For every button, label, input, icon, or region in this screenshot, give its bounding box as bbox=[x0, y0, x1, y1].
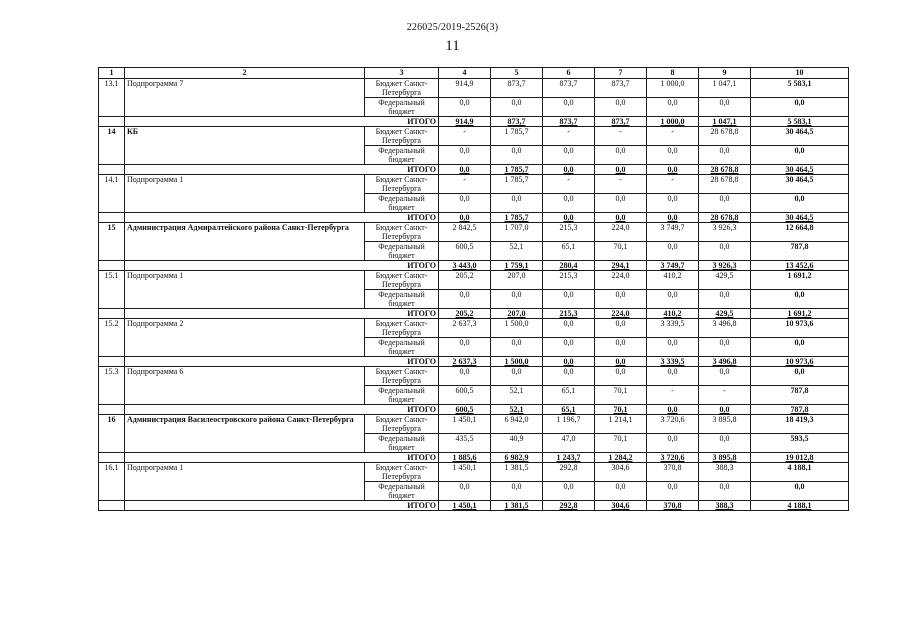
total-value-cell: 873,7 bbox=[491, 117, 543, 127]
value-cell: 40,9 bbox=[491, 434, 543, 453]
total-value-cell: 1 500,0 bbox=[491, 357, 543, 367]
value-cell: 0,0 bbox=[491, 290, 543, 309]
value-cell: 0,0 bbox=[439, 98, 491, 117]
total-code-blank bbox=[99, 453, 125, 463]
value-cell: 47,0 bbox=[543, 434, 595, 453]
table-row bbox=[99, 463, 849, 482]
funding-source: Бюджет Санкт-Петербурга bbox=[365, 223, 439, 242]
page-number: 11 bbox=[445, 38, 460, 54]
value-cell: 429,5 bbox=[699, 271, 751, 290]
total-code-blank bbox=[99, 501, 125, 511]
total-value-cell: 304,6 bbox=[595, 501, 647, 511]
column-header: 4 bbox=[439, 68, 491, 79]
total-value-cell: 0,0 bbox=[595, 165, 647, 175]
row-name: Подпрограмма 1 bbox=[125, 175, 365, 213]
total-value-cell: 207,0 bbox=[491, 309, 543, 319]
value-cell: 3 895,8 bbox=[699, 415, 751, 434]
value-cell: 0,0 bbox=[439, 290, 491, 309]
total-value-cell: 3 339,5 bbox=[647, 357, 699, 367]
total-value-cell: 3 749,7 bbox=[647, 261, 699, 271]
total-row bbox=[99, 261, 849, 271]
value-cell: 0,0 bbox=[751, 482, 849, 501]
total-row bbox=[99, 501, 849, 511]
total-value-cell: 0,0 bbox=[647, 165, 699, 175]
total-row bbox=[99, 309, 849, 319]
total-value-cell: 370,8 bbox=[647, 501, 699, 511]
value-cell: 0,0 bbox=[439, 482, 491, 501]
table-row bbox=[99, 415, 849, 434]
value-cell: 2 637,3 bbox=[439, 319, 491, 338]
value-cell: 0,0 bbox=[595, 319, 647, 338]
value-cell: 0,0 bbox=[491, 338, 543, 357]
total-value-cell: 0,0 bbox=[595, 357, 647, 367]
value-cell: 1 000,0 bbox=[647, 79, 699, 98]
value-cell: 1 047,1 bbox=[699, 79, 751, 98]
value-cell: 0,0 bbox=[595, 98, 647, 117]
value-cell: 0,0 bbox=[647, 434, 699, 453]
total-row bbox=[99, 213, 849, 223]
funding-source: Федеральный бюджет bbox=[365, 194, 439, 213]
total-row bbox=[99, 117, 849, 127]
value-cell: - bbox=[543, 175, 595, 194]
value-cell: 0,0 bbox=[647, 290, 699, 309]
table-row bbox=[99, 175, 849, 194]
value-cell: 304,6 bbox=[595, 463, 647, 482]
value-cell: 410,2 bbox=[647, 271, 699, 290]
value-cell: 0,0 bbox=[491, 482, 543, 501]
value-cell: 1 785,7 bbox=[491, 175, 543, 194]
column-header: 10 bbox=[751, 68, 849, 79]
total-value-cell: 1 450,1 bbox=[439, 501, 491, 511]
total-value-cell: 294,1 bbox=[595, 261, 647, 271]
value-cell: 5 583,1 bbox=[751, 79, 849, 98]
value-cell: - bbox=[543, 127, 595, 146]
total-value-cell: 0,0 bbox=[647, 405, 699, 415]
value-cell: 0,0 bbox=[751, 146, 849, 165]
total-value-cell: 410,2 bbox=[647, 309, 699, 319]
total-value-cell: 2 637,3 bbox=[439, 357, 491, 367]
total-value-cell: 0,0 bbox=[543, 213, 595, 223]
total-value-cell: 30 464,5 bbox=[751, 213, 849, 223]
value-cell: 0,0 bbox=[699, 98, 751, 117]
row-name: КБ bbox=[125, 127, 365, 165]
total-value-cell: 70,1 bbox=[595, 405, 647, 415]
value-cell: 0,0 bbox=[647, 242, 699, 261]
column-header: 5 bbox=[491, 68, 543, 79]
row-name: Подпрограмма 6 bbox=[125, 367, 365, 405]
table-body bbox=[99, 68, 849, 511]
row-name: Подпрограмма 7 bbox=[125, 79, 365, 117]
funding-source: Федеральный бюджет bbox=[365, 434, 439, 453]
value-cell: 205,2 bbox=[439, 271, 491, 290]
value-cell: 30 464,5 bbox=[751, 127, 849, 146]
total-value-cell: 3 496,8 bbox=[699, 357, 751, 367]
value-cell: 207,0 bbox=[491, 271, 543, 290]
value-cell: 0,0 bbox=[543, 338, 595, 357]
value-cell: 0,0 bbox=[595, 482, 647, 501]
value-cell: 1 450,1 bbox=[439, 463, 491, 482]
funding-source: Бюджет Санкт-Петербурга bbox=[365, 367, 439, 386]
value-cell: 3 720,6 bbox=[647, 415, 699, 434]
value-cell: 224,0 bbox=[595, 271, 647, 290]
value-cell: 0,0 bbox=[699, 338, 751, 357]
value-cell: 0,0 bbox=[751, 98, 849, 117]
value-cell: - bbox=[595, 127, 647, 146]
total-value-cell: 1 243,7 bbox=[543, 453, 595, 463]
total-value-cell: 4 188,1 bbox=[751, 501, 849, 511]
total-value-cell: 873,7 bbox=[543, 117, 595, 127]
total-value-cell: 600,5 bbox=[439, 405, 491, 415]
total-code-blank bbox=[99, 213, 125, 223]
funding-source: Бюджет Санкт-Петербурга bbox=[365, 175, 439, 194]
value-cell: 0,0 bbox=[699, 434, 751, 453]
value-cell: 0,0 bbox=[543, 482, 595, 501]
total-value-cell: 0,0 bbox=[543, 357, 595, 367]
value-cell: 873,7 bbox=[491, 79, 543, 98]
value-cell: 873,7 bbox=[543, 79, 595, 98]
value-cell: 0,0 bbox=[647, 482, 699, 501]
value-cell: 0,0 bbox=[439, 338, 491, 357]
row-code: 16 bbox=[99, 415, 125, 453]
value-cell: 0,0 bbox=[699, 146, 751, 165]
value-cell: - bbox=[647, 175, 699, 194]
total-label: ИТОГО bbox=[125, 213, 439, 223]
value-cell: 0,0 bbox=[595, 367, 647, 386]
value-cell: 215,3 bbox=[543, 223, 595, 242]
total-value-cell: 429,5 bbox=[699, 309, 751, 319]
total-value-cell: 1 047,1 bbox=[699, 117, 751, 127]
funding-source: Бюджет Санкт-Петербурга bbox=[365, 415, 439, 434]
value-cell: 0,0 bbox=[699, 367, 751, 386]
total-value-cell: 0,0 bbox=[699, 405, 751, 415]
value-cell: 0,0 bbox=[491, 367, 543, 386]
total-value-cell: 65,1 bbox=[543, 405, 595, 415]
total-code-blank bbox=[99, 309, 125, 319]
row-code: 13.1 bbox=[99, 79, 125, 117]
value-cell: 1 381,5 bbox=[491, 463, 543, 482]
value-cell: 1 691,2 bbox=[751, 271, 849, 290]
total-row bbox=[99, 357, 849, 367]
total-value-cell: 52,1 bbox=[491, 405, 543, 415]
value-cell: 3 496,8 bbox=[699, 319, 751, 338]
value-cell: - bbox=[647, 127, 699, 146]
value-cell: 914,9 bbox=[439, 79, 491, 98]
row-code: 14.1 bbox=[99, 175, 125, 213]
value-cell: 52,1 bbox=[491, 386, 543, 405]
total-value-cell: 30 464,5 bbox=[751, 165, 849, 175]
total-label: ИТОГО bbox=[125, 309, 439, 319]
funding-source: Федеральный бюджет bbox=[365, 338, 439, 357]
value-cell: 0,0 bbox=[699, 482, 751, 501]
table-row bbox=[99, 319, 849, 338]
table-row bbox=[99, 223, 849, 242]
funding-source: Федеральный бюджет bbox=[365, 242, 439, 261]
value-cell: 0,0 bbox=[699, 242, 751, 261]
value-cell: 0,0 bbox=[751, 290, 849, 309]
value-cell: 1 450,1 bbox=[439, 415, 491, 434]
value-cell: 0,0 bbox=[751, 338, 849, 357]
value-cell: 593,5 bbox=[751, 434, 849, 453]
row-code: 15.2 bbox=[99, 319, 125, 357]
row-name: Подпрограмма 2 bbox=[125, 319, 365, 357]
value-cell: 873,7 bbox=[595, 79, 647, 98]
total-value-cell: 0,0 bbox=[543, 165, 595, 175]
total-value-cell: 1 000,0 bbox=[647, 117, 699, 127]
value-cell: 12 664,8 bbox=[751, 223, 849, 242]
value-cell: 0,0 bbox=[595, 194, 647, 213]
row-code: 15.1 bbox=[99, 271, 125, 309]
table-row bbox=[99, 271, 849, 290]
total-value-cell: 1 759,1 bbox=[491, 261, 543, 271]
value-cell: 6 942,0 bbox=[491, 415, 543, 434]
total-label: ИТОГО bbox=[125, 501, 439, 511]
total-value-cell: 28 678,8 bbox=[699, 213, 751, 223]
column-header: 2 bbox=[125, 68, 365, 79]
document-number: 226025/2019-2526(3) bbox=[406, 22, 499, 33]
total-value-cell: 6 982,9 bbox=[491, 453, 543, 463]
row-name: Подпрограмма 1 bbox=[125, 271, 365, 309]
total-row bbox=[99, 405, 849, 415]
value-cell: 0,0 bbox=[491, 146, 543, 165]
total-value-cell: 0,0 bbox=[439, 213, 491, 223]
value-cell: 0,0 bbox=[439, 367, 491, 386]
value-cell: 600,5 bbox=[439, 386, 491, 405]
value-cell: 0,0 bbox=[647, 98, 699, 117]
total-value-cell: 1 381,5 bbox=[491, 501, 543, 511]
value-cell: 0,0 bbox=[751, 194, 849, 213]
value-cell: 787,8 bbox=[751, 242, 849, 261]
value-cell: 1 500,0 bbox=[491, 319, 543, 338]
total-label: ИТОГО bbox=[125, 117, 439, 127]
total-value-cell: 19 012,8 bbox=[751, 453, 849, 463]
value-cell: 2 842,5 bbox=[439, 223, 491, 242]
row-code: 15.3 bbox=[99, 367, 125, 405]
value-cell: 3 339,5 bbox=[647, 319, 699, 338]
value-cell: - bbox=[439, 175, 491, 194]
value-cell: 1 214,1 bbox=[595, 415, 647, 434]
value-cell: 3 749,7 bbox=[647, 223, 699, 242]
value-cell: 370,8 bbox=[647, 463, 699, 482]
budget-table bbox=[98, 67, 849, 511]
total-value-cell: 205,2 bbox=[439, 309, 491, 319]
total-value-cell: 388,3 bbox=[699, 501, 751, 511]
value-cell: 28 678,8 bbox=[699, 127, 751, 146]
total-row bbox=[99, 453, 849, 463]
value-cell: 70,1 bbox=[595, 434, 647, 453]
total-value-cell: 1 785,7 bbox=[491, 213, 543, 223]
total-label: ИТОГО bbox=[125, 453, 439, 463]
total-label: ИТОГО bbox=[125, 405, 439, 415]
funding-source: Федеральный бюджет bbox=[365, 146, 439, 165]
total-value-cell: 1 691,2 bbox=[751, 309, 849, 319]
value-cell: 0,0 bbox=[699, 290, 751, 309]
value-cell: 0,0 bbox=[595, 146, 647, 165]
column-header: 6 bbox=[543, 68, 595, 79]
value-cell: 0,0 bbox=[543, 290, 595, 309]
value-cell: 18 419,3 bbox=[751, 415, 849, 434]
total-value-cell: 873,7 bbox=[595, 117, 647, 127]
value-cell: 388,3 bbox=[699, 463, 751, 482]
value-cell: 0,0 bbox=[491, 98, 543, 117]
funding-source: Бюджет Санкт-Петербурга bbox=[365, 127, 439, 146]
value-cell: 30 464,5 bbox=[751, 175, 849, 194]
funding-source: Федеральный бюджет bbox=[365, 482, 439, 501]
funding-source: Бюджет Санкт-Петербурга bbox=[365, 79, 439, 98]
total-value-cell: 10 973,6 bbox=[751, 357, 849, 367]
value-cell: 0,0 bbox=[543, 98, 595, 117]
total-row bbox=[99, 165, 849, 175]
total-value-cell: 3 443,0 bbox=[439, 261, 491, 271]
value-cell: 28 678,8 bbox=[699, 175, 751, 194]
value-cell: 0,0 bbox=[751, 367, 849, 386]
value-cell: 1 196,7 bbox=[543, 415, 595, 434]
value-cell: 0,0 bbox=[595, 338, 647, 357]
total-value-cell: 280,4 bbox=[543, 261, 595, 271]
funding-source: Бюджет Санкт-Петербурга bbox=[365, 319, 439, 338]
value-cell: 0,0 bbox=[491, 194, 543, 213]
value-cell: 0,0 bbox=[439, 194, 491, 213]
total-code-blank bbox=[99, 357, 125, 367]
value-cell: 215,3 bbox=[543, 271, 595, 290]
value-cell: 0,0 bbox=[595, 290, 647, 309]
row-name: Администрация Василеостровского района Санкт-Петербурга bbox=[125, 415, 365, 453]
value-cell: - bbox=[699, 386, 751, 405]
total-label: ИТОГО bbox=[125, 165, 439, 175]
column-header: 7 bbox=[595, 68, 647, 79]
value-cell: 0,0 bbox=[647, 367, 699, 386]
value-cell: - bbox=[647, 386, 699, 405]
value-cell: 0,0 bbox=[543, 146, 595, 165]
total-label: ИТОГО bbox=[125, 357, 439, 367]
value-cell: 600,5 bbox=[439, 242, 491, 261]
row-name: Подпрограмма 1 bbox=[125, 463, 365, 501]
column-header-row bbox=[99, 68, 849, 79]
column-header: 9 bbox=[699, 68, 751, 79]
value-cell: 0,0 bbox=[543, 367, 595, 386]
total-value-cell: 3 720,6 bbox=[647, 453, 699, 463]
total-code-blank bbox=[99, 405, 125, 415]
total-code-blank bbox=[99, 117, 125, 127]
table-row bbox=[99, 79, 849, 98]
value-cell: 0,0 bbox=[699, 194, 751, 213]
funding-source: Федеральный бюджет bbox=[365, 98, 439, 117]
total-value-cell: 28 678,8 bbox=[699, 165, 751, 175]
total-value-cell: 1 785,7 bbox=[491, 165, 543, 175]
value-cell: 787,8 bbox=[751, 386, 849, 405]
value-cell: 435,5 bbox=[439, 434, 491, 453]
column-header: 8 bbox=[647, 68, 699, 79]
value-cell: 10 973,6 bbox=[751, 319, 849, 338]
total-value-cell: 5 583,1 bbox=[751, 117, 849, 127]
value-cell: 0,0 bbox=[543, 194, 595, 213]
row-code: 15 bbox=[99, 223, 125, 261]
value-cell: 3 926,3 bbox=[699, 223, 751, 242]
total-code-blank bbox=[99, 165, 125, 175]
total-value-cell: 215,3 bbox=[543, 309, 595, 319]
row-code: 14 bbox=[99, 127, 125, 165]
value-cell: 52,1 bbox=[491, 242, 543, 261]
funding-source: Федеральный бюджет bbox=[365, 290, 439, 309]
table-row bbox=[99, 367, 849, 386]
column-header: 1 bbox=[99, 68, 125, 79]
value-cell: 0,0 bbox=[647, 146, 699, 165]
total-label: ИТОГО bbox=[125, 261, 439, 271]
value-cell: 0,0 bbox=[439, 146, 491, 165]
total-value-cell: 914,9 bbox=[439, 117, 491, 127]
value-cell: 1 785,7 bbox=[491, 127, 543, 146]
table-row bbox=[99, 127, 849, 146]
total-value-cell: 0,0 bbox=[647, 213, 699, 223]
value-cell: 0,0 bbox=[543, 319, 595, 338]
total-value-cell: 292,8 bbox=[543, 501, 595, 511]
funding-source: Бюджет Санкт-Петербурга bbox=[365, 271, 439, 290]
value-cell: 4 188,1 bbox=[751, 463, 849, 482]
value-cell: 65,1 bbox=[543, 242, 595, 261]
total-value-cell: 0,0 bbox=[595, 213, 647, 223]
total-value-cell: 3 895,8 bbox=[699, 453, 751, 463]
value-cell: 70,1 bbox=[595, 242, 647, 261]
value-cell: 224,0 bbox=[595, 223, 647, 242]
value-cell: - bbox=[439, 127, 491, 146]
value-cell: 70,1 bbox=[595, 386, 647, 405]
total-value-cell: 1 284,2 bbox=[595, 453, 647, 463]
funding-source: Бюджет Санкт-Петербурга bbox=[365, 463, 439, 482]
value-cell: - bbox=[595, 175, 647, 194]
total-value-cell: 1 885,6 bbox=[439, 453, 491, 463]
total-value-cell: 787,8 bbox=[751, 405, 849, 415]
funding-source: Федеральный бюджет bbox=[365, 386, 439, 405]
value-cell: 0,0 bbox=[647, 194, 699, 213]
value-cell: 65,1 bbox=[543, 386, 595, 405]
column-header: 3 bbox=[365, 68, 439, 79]
total-value-cell: 224,0 bbox=[595, 309, 647, 319]
total-code-blank bbox=[99, 261, 125, 271]
total-value-cell: 0,0 bbox=[439, 165, 491, 175]
total-value-cell: 13 452,6 bbox=[751, 261, 849, 271]
value-cell: 0,0 bbox=[647, 338, 699, 357]
value-cell: 1 707,0 bbox=[491, 223, 543, 242]
row-code: 16.1 bbox=[99, 463, 125, 501]
total-value-cell: 3 926,3 bbox=[699, 261, 751, 271]
value-cell: 292,8 bbox=[543, 463, 595, 482]
row-name: Администрация Адмиралтейского района Санкт-Петербурга bbox=[125, 223, 365, 261]
